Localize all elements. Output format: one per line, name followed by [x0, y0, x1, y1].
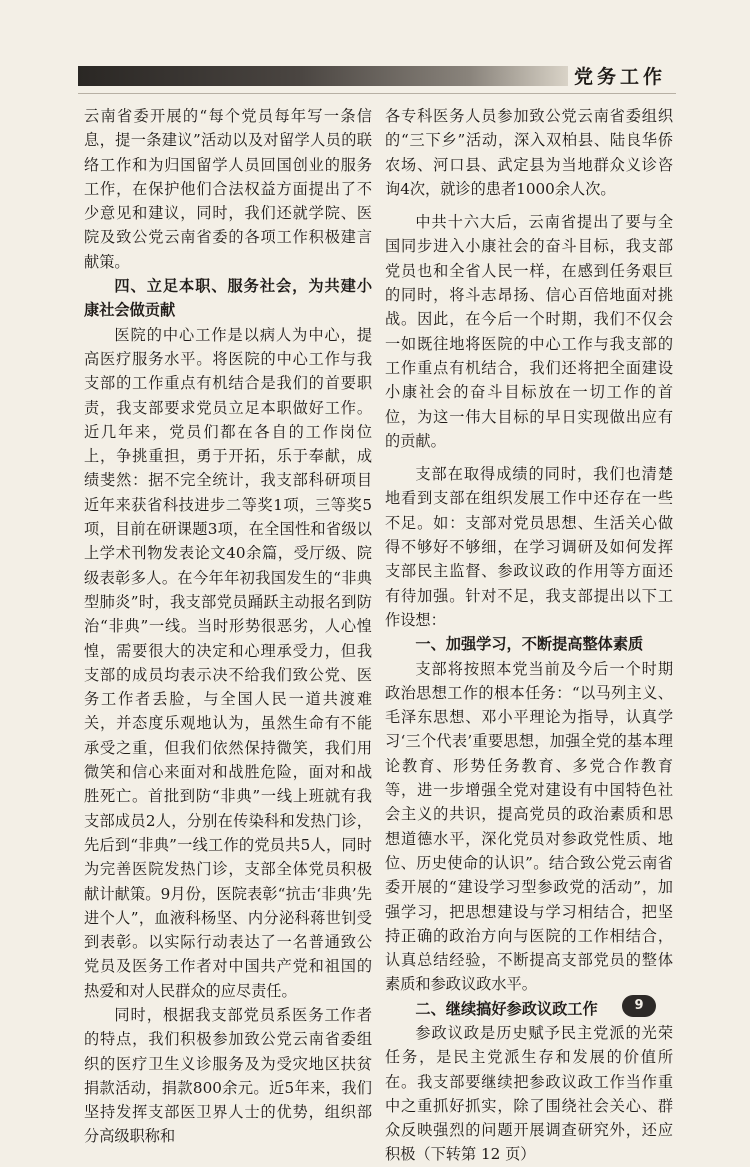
header-divider — [78, 93, 676, 94]
header-gradient-bar — [78, 66, 568, 86]
paragraph: 参政议政是历史赋予民主党派的光荣任务，是民主党派生存和发展的价值所在。我支部要继续把参政议政工作当作重中之重抓好抓实，除了围绕社会关心、群众反映强烈的问题开展调查研究外，还应积极（下转第 12 页） — [385, 1023, 673, 1164]
page-number-badge: 9 — [622, 995, 656, 1017]
paragraph: 各专科医务人员参加致公党云南省委组织的“三下乡”活动，深入双柏县、陆良华侨农场、河口县、武定县为当地群众义诊咨询4次，就诊的患者1000余人次。 — [385, 107, 673, 198]
paragraph: 同时，根据我支部党员系医务工作者的特点，我们积极参加致公党云南省委组织的医疗卫生义诊服务及为受灾地区扶贫捐款活动，捐款800余元。近5年来，我们坚持发挥支部医卫界人士的优势，组织部分高级职称和 — [84, 1005, 372, 1146]
section-heading-4: 四、立足本职、服务社会，为共建小康社会做贡献 — [84, 277, 372, 320]
section-heading-2: 二、继续搞好参政议政工作 — [415, 999, 598, 1018]
paragraph: 支部在取得成绩的同时，我们也清楚地看到支部在组织发展工作中还存在一些不足。如：支部对党员思想、生活关心做得不够好不够细，在学习调研及如何发挥支部民主监督、参政议政的作用等方面还有待加强。针对不足，我支部提出以下工作设想： — [385, 465, 673, 629]
section-heading-1: 一、加强学习，不断提高整体素质 — [415, 635, 644, 654]
paragraph: 支部将按照本党当前及今后一个时期政治思想工作的根本任务：“以马列主义、毛泽东思想、邓小平理论为指导，认真学习‘三个代表’重要思想，加强全党的基本理论教育、形势任务教育、多党合作教育等，进一步增强全党对建设有中国特色社会主义的共识，提高党员的政治素质和思想道德水平，深化党员对参政党性质、地位、历史使命的认识”。结合致公党云南省委开展的“建设学习型参政党的活动”，加强学习，把思想建设与学习相结合，把坚持正确的政治方向与医院的工作相结合，认真总结经验，不断提高支部党员的整体素质和参政议政水平。 — [385, 659, 673, 994]
paragraph: 中共十六大后，云南省提出了要与全国同步进入小康社会的奋斗目标，我支部党员也和全省人民一样，在感到任务艰巨的同时，将斗志昂扬、信心百倍地面对挑战。因此，在今后一个时期，我们不仅会一如既往地将医院的中心工作与我支部的工作重点有机结合，我们还将把全面建设小康社会的奋斗目标放在一切工作的首位，为这一伟大目标的早日实现做出应有的贡献。 — [385, 213, 673, 450]
paragraph: 云南省委开展的“每个党员每年写一条信息，提一条建议”活动以及对留学人员的联络工作和为归国留学人员回国创业的服务工作，在保护他们合法权益方面提出了不少意见和建议，同时，我们还就学院、医院及致公党云南省委的各项工作积极建言献策。 — [84, 107, 372, 271]
section-title: 党务工作 — [574, 66, 667, 88]
left-column — [84, 104, 372, 1149]
paragraph: 医院的中心工作是以病人为中心，提高医疗服务水平。将医院的中心工作与我支部的工作重点有机结合是我们的首要职责，我支部要求党员立足本职做好工作。近几年来，党员们都在各自的工作岗位上，争挑重担，勇于开拓，乐于奉献，成绩斐然：据不完全统计，我支部科研项目近年来获省科技进步二等奖1项，三等奖5项，目前在研课题3项，在全国性和省级以上学术刊物发表论文40余篇，受厅级、院级表彰多人。在今年年初我国发生的“非典型肺炎”时，我支部党员踊跃主动报名到防治“非典”一线。当时形势很恶劣，人心惶惶，需要很大的决定和心理承受力，但我支部的成员均表示决不给我们致公党、医务工作者丢脸，与全国人民一道共渡难关，并态度乐观地认为，虽然生命有不能承受之重，但我们依然保持微笑，我们用微笑和信心来面对和战胜危险，面对和战胜死亡。首批到防“非典”一线上班就有我支部成员2人，分别在传染科和发热门诊，先后到“非典”一线工作的党员共5人，同时为完善医院发热门诊，支部全体党员积极献计献策。9月份，医院表彰“抗击‘非典’先进个人”，血液科杨坚、内分泌科蒋世钊受到表彰。以实际行动表达了一名普通致公党员及医务工作者对中国共产党和祖国的热爱和对人民群众的应尽责任。 — [84, 325, 372, 1000]
